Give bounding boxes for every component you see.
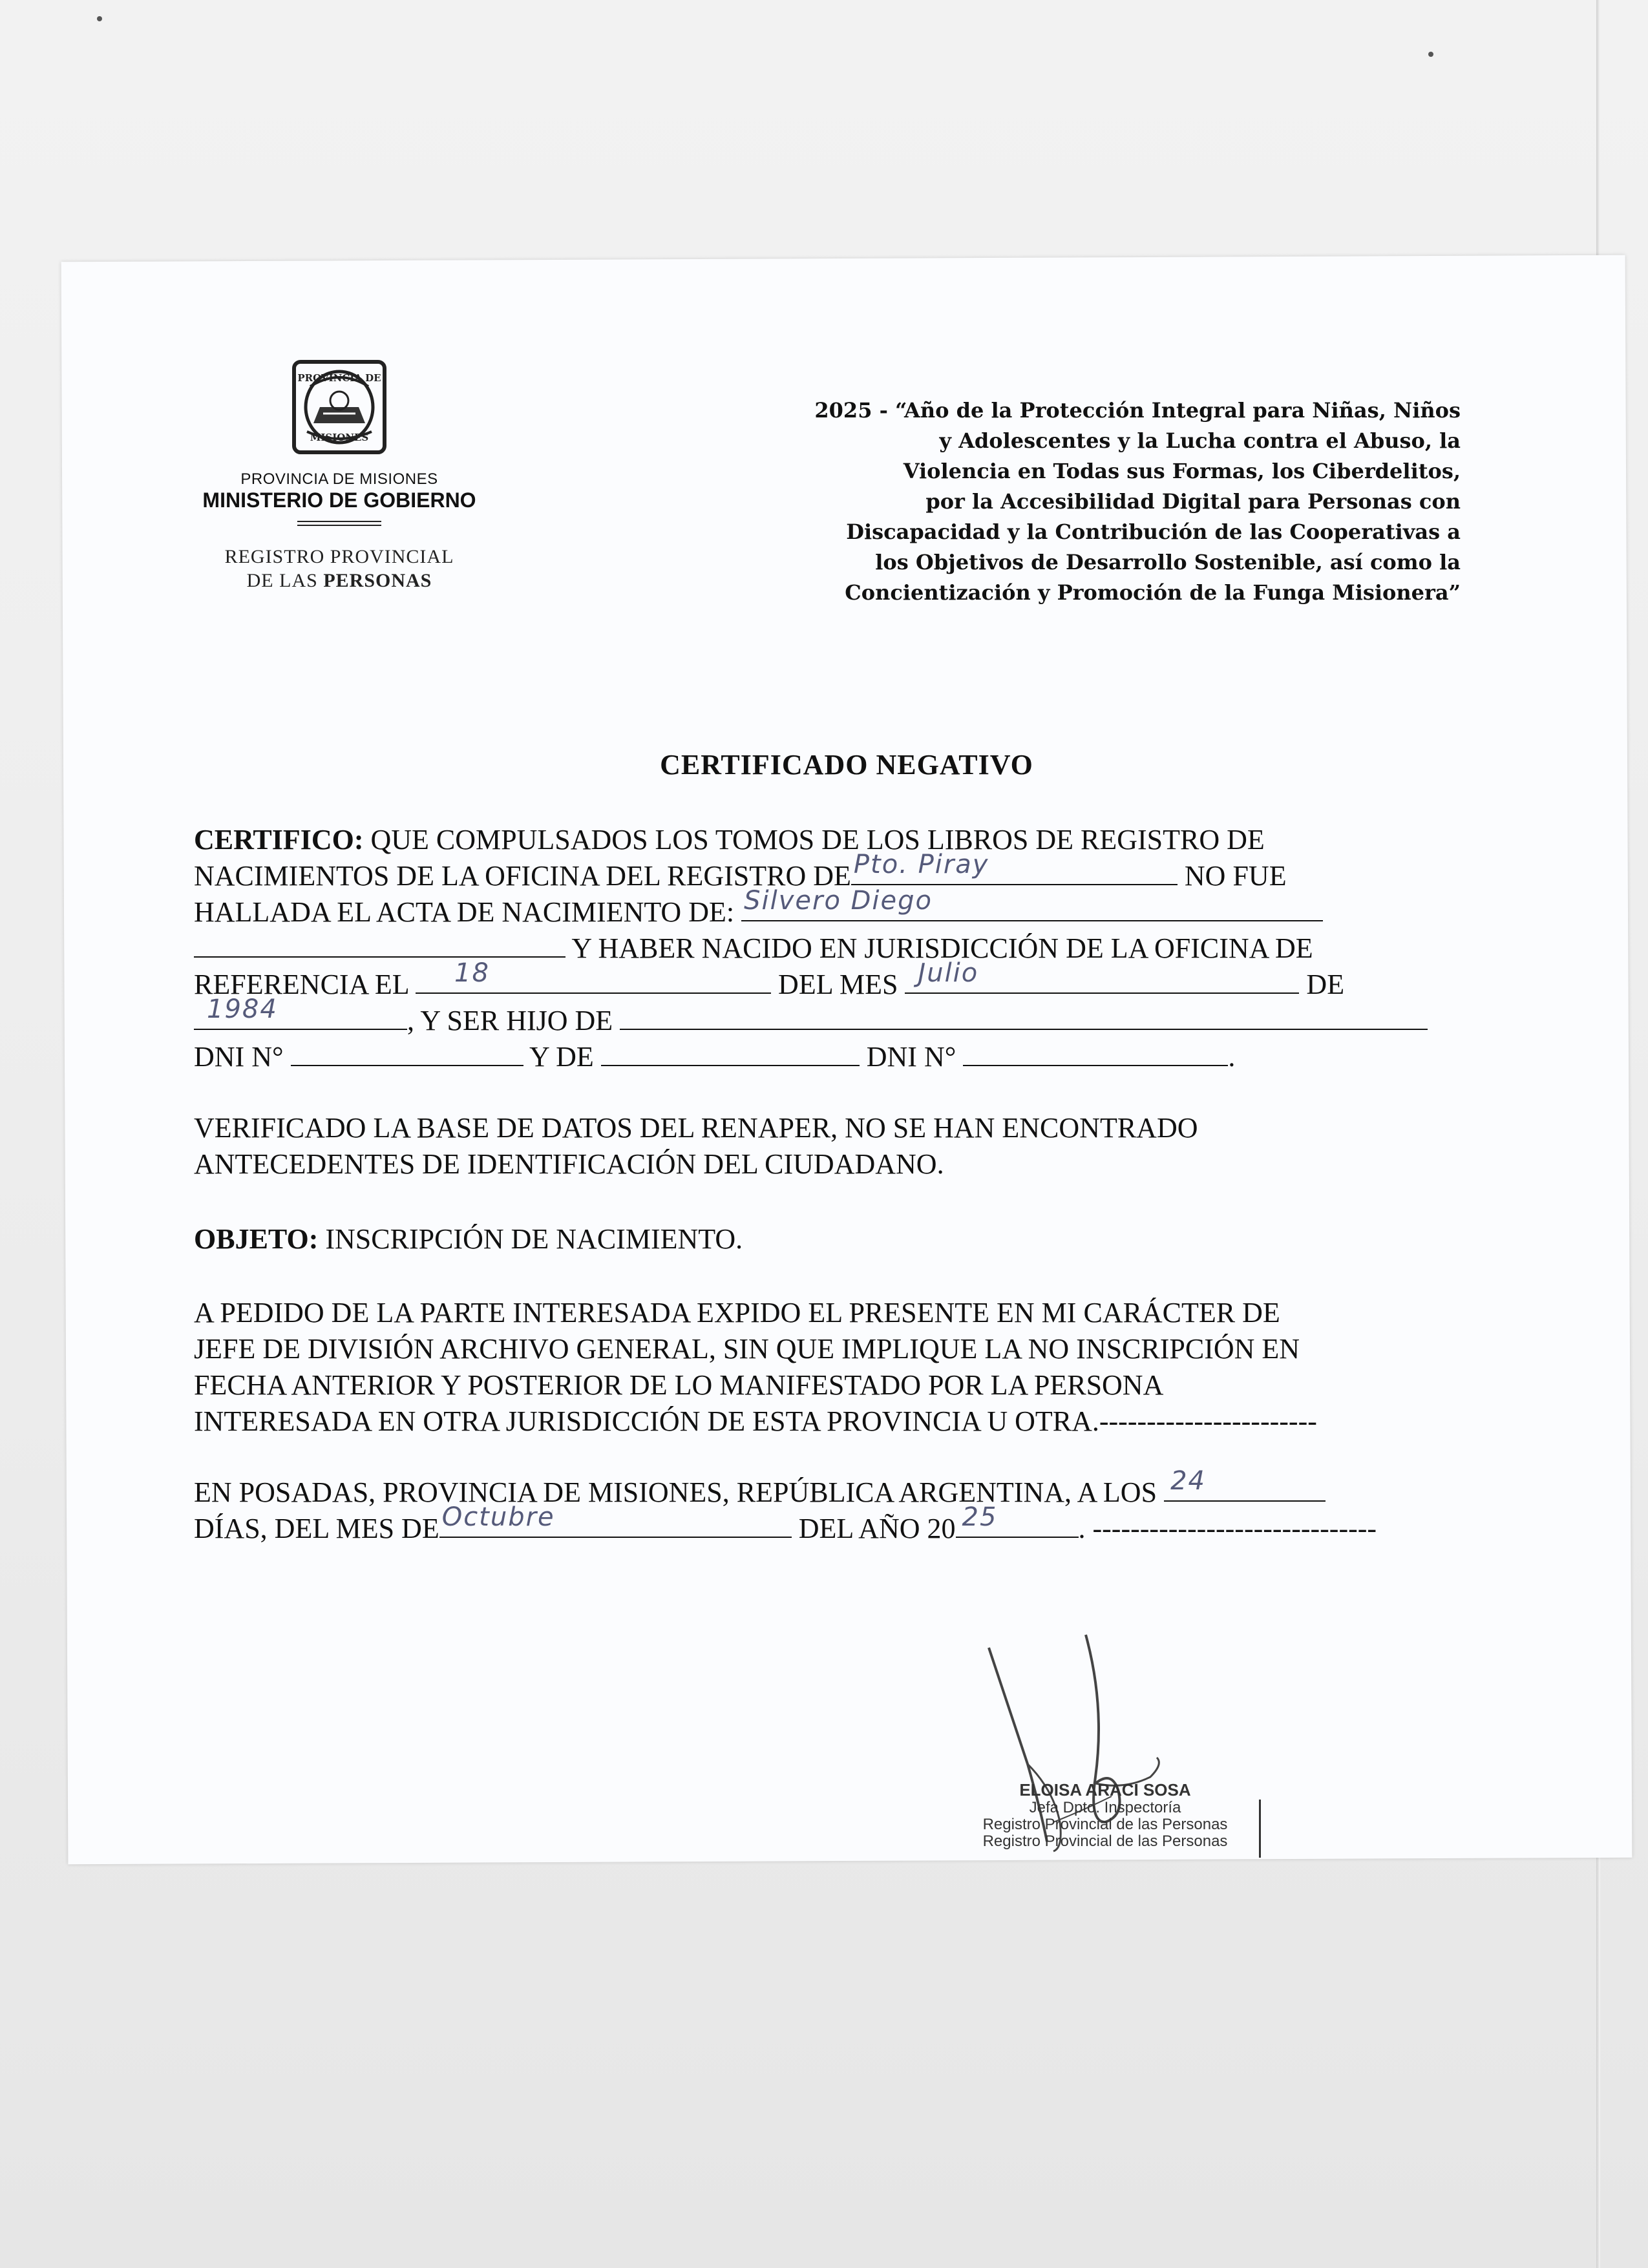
certifico-line6 — [194, 994, 1428, 1039]
motto-line: por la Accesibilidad Digital para Personas con — [925, 489, 1461, 514]
verify-line1: VERIFICADO LA BASE DE DATOS DEL RENAPER, NO SE HAN ENCONTRADO — [194, 1112, 1198, 1144]
pedido-line: A PEDIDO DE LA PARTE INTERESADA EXPIDO EL PRESENTE EN MI CARÁCTER DE — [194, 1297, 1280, 1328]
verify-line2: ANTECEDENTES DE IDENTIFICACIÓN DEL CIUDADANO. — [194, 1148, 944, 1180]
certifico-line5-mid: DEL MES — [771, 969, 905, 1000]
office-field — [851, 850, 1178, 885]
name-field — [741, 886, 1323, 921]
pedido-line: FECHA ANTERIOR Y POSTERIOR DE LO MANIFESTADO POR LA PERSONA — [194, 1369, 1164, 1401]
stamp-office: Registro Provincial de las Personas — [982, 1816, 1228, 1833]
registry-line1: REGISTRO PROVINCIAL — [224, 546, 454, 567]
certifico-line4-text: Y HABER NACIDO EN JURISDICCIÓN DE LA OFICINA DE — [565, 932, 1313, 964]
place-line2-mid: DEL AÑO 20 — [791, 1513, 956, 1544]
certifico-label: CERTIFICO: — [194, 824, 364, 856]
name-field-continued — [194, 930, 565, 958]
certifico-line7 — [194, 1039, 1235, 1075]
dni2-label: DNI N° — [859, 1041, 964, 1073]
registry-line2 — [187, 570, 491, 592]
org-line-ministry: MINISTERIO DE GOBIERNO — [202, 488, 476, 512]
org-line-province: PROVINCIA DE MISIONES — [240, 470, 438, 488]
certifico-line4 — [194, 930, 1313, 967]
certifico-line1 — [194, 822, 1265, 858]
motto-block — [659, 395, 1461, 608]
issue-year-field — [956, 1502, 1079, 1538]
parent-field — [620, 1003, 1428, 1030]
dni2-field — [963, 1039, 1228, 1066]
crest-text-top: PROVINCIA DE — [297, 372, 381, 384]
issue-month-field — [439, 1502, 792, 1538]
motto-line: 2025 - “Año de la Protección Integral para Niñas, Niños — [814, 398, 1461, 423]
motto-line: los Objetivos de Desarrollo Sostenible, así como la — [875, 550, 1461, 574]
objeto-text: INSCRIPCIÓN DE NACIMIENTO. — [318, 1223, 743, 1255]
objeto-line — [194, 1221, 743, 1257]
day-field — [416, 958, 771, 994]
certifico-line3 — [194, 886, 1323, 930]
scan-speck — [1428, 52, 1433, 57]
certifico-line1-text: QUE COMPULSADOS LOS TOMOS DE LOS LIBROS DE REGISTRO DE — [363, 824, 1265, 856]
certifico-line5-text: REFERENCIA EL — [194, 969, 416, 1000]
year-field — [194, 994, 407, 1030]
official-stamp — [950, 1780, 1260, 1864]
dni1-label: DNI N° — [194, 1041, 291, 1073]
crest-text-bottom: MISIONES — [310, 432, 369, 443]
day-handwritten: 18 — [454, 958, 490, 988]
pedido-line: INTERESADA EN OTRA JURISDICCIÓN DE ESTA PROVINCIA U OTRA.----------------------- — [194, 1405, 1317, 1437]
pedido-line: JEFE DE DIVISIÓN ARCHIVO GENERAL, SIN QUE IMPLIQUE LA NO INSCRIPCIÓN EN — [194, 1333, 1300, 1365]
office-handwritten: Pto. Piray — [853, 850, 989, 879]
place-line2-text: DÍAS, DEL MES DE — [194, 1513, 439, 1544]
motto-line: y Adolescentes y la Lucha contra el Abuso, la — [939, 428, 1461, 453]
issue-year-handwritten: 25 — [962, 1502, 998, 1532]
org-divider — [297, 521, 381, 522]
y-de-label: Y DE — [523, 1041, 601, 1073]
scan-speck — [97, 16, 102, 21]
issue-month-handwritten: Octubre — [441, 1502, 555, 1532]
motto-line: Concientización y Promoción de la Funga Misionera” — [845, 580, 1461, 605]
place-line1-text: EN POSADAS, PROVINCIA DE MISIONES, REPÚBLICA ARGENTINA, A LOS — [194, 1476, 1165, 1508]
certifico-line2 — [194, 850, 1287, 894]
registry-line2-bold: PERSONAS — [323, 570, 432, 591]
motto-line: Violencia en Todas sus Formas, los Ciberdelitos, — [903, 459, 1461, 483]
objeto-label: OBJETO: — [194, 1223, 319, 1255]
certifico-line5 — [194, 958, 1345, 1003]
name-handwritten: Silvero Diego — [744, 886, 933, 916]
issue-day-field — [1164, 1466, 1326, 1502]
certifico-line3-text: HALLADA EL ACTA DE NACIMIENTO DE: — [194, 896, 742, 928]
provincia-crest-icon — [284, 355, 394, 459]
certifico-line2-suffix: NO FUE — [1177, 860, 1287, 892]
issue-day-handwritten: 24 — [1170, 1466, 1206, 1496]
line7-end: . — [1228, 1041, 1236, 1073]
year-handwritten: 1984 — [207, 994, 278, 1024]
certifico-line6-text: , Y SER HIJO DE — [407, 1005, 620, 1036]
place-line1 — [194, 1466, 1326, 1511]
stamp-bracket — [1251, 1800, 1261, 1858]
place-line2-end: . ------------------------------ — [1078, 1513, 1377, 1544]
stamp-name: ELOISA ARACI SOSA — [1019, 1780, 1191, 1800]
registry-line2-prefix: DE LAS — [246, 570, 324, 591]
dni1-field — [291, 1039, 523, 1066]
org-divider — [297, 525, 381, 526]
document-title: CERTIFICADO NEGATIVO — [660, 749, 1033, 781]
certifico-line5-suffix: DE — [1299, 969, 1345, 1000]
place-line2 — [194, 1502, 1377, 1547]
stamp-office: Registro Provincial de las Personas — [982, 1832, 1228, 1850]
certifico-line2-text: NACIMIENTOS DE LA OFICINA DEL REGISTRO DE — [194, 860, 851, 892]
motto-line: Discapacidad y la Contribución de las Cooperativas a — [846, 520, 1461, 544]
parent2-field — [601, 1039, 860, 1066]
month-handwritten: Julio — [918, 958, 979, 988]
stamp-role: Jefa Dpto. Inspectoría — [1029, 1799, 1181, 1816]
month-field — [905, 958, 1299, 994]
